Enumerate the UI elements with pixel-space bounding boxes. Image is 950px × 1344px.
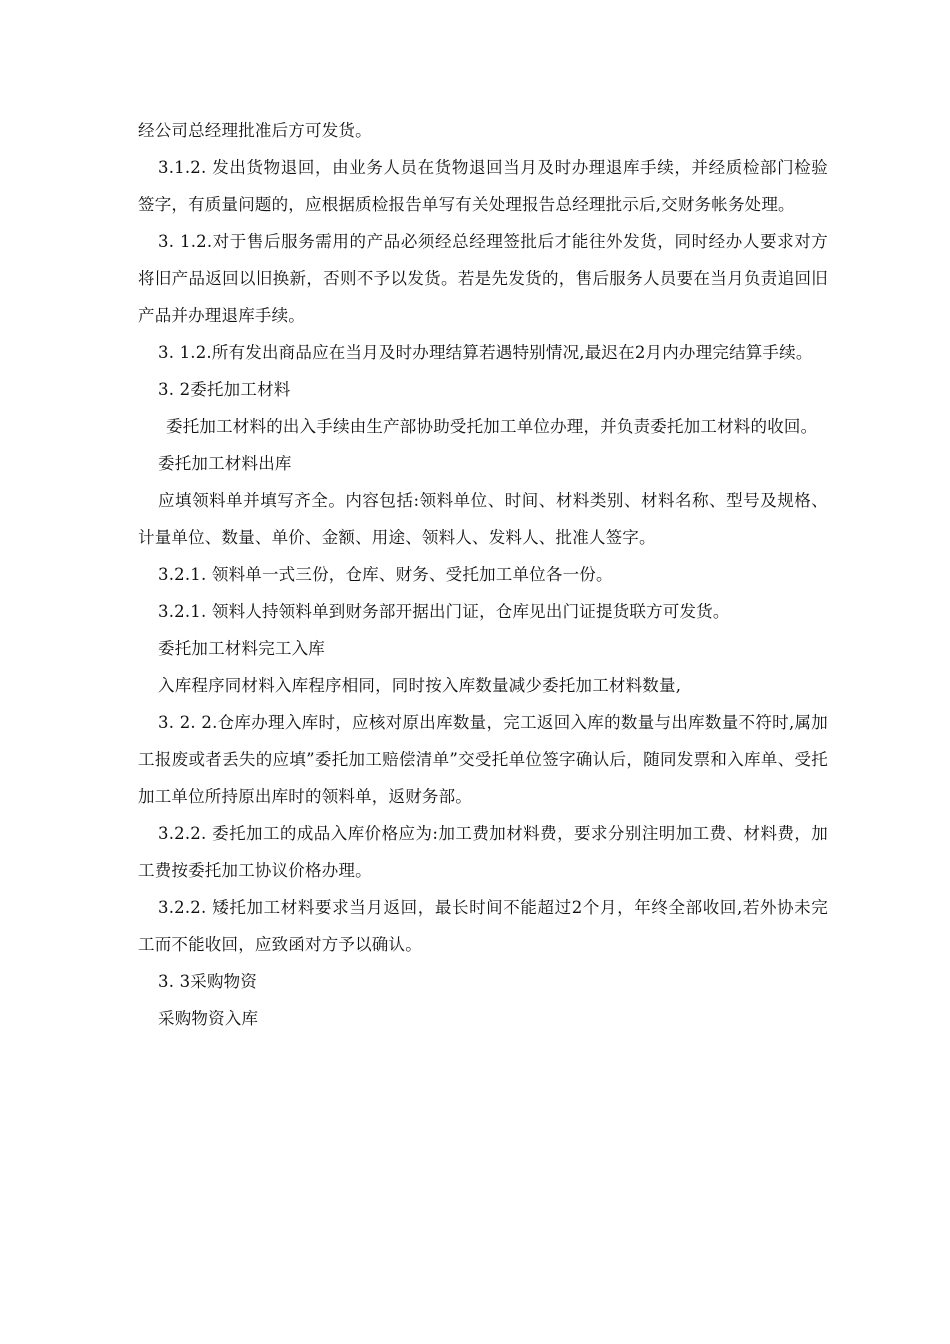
paragraph-quantity-check: 3. 2. 2.仓库办理入库时，应核对原出库数量，完工返回入库的数量与出库数量不符时,属加工报废或者丢失的应填”委托加工赔偿清单”交受托单位签字确认后，随同发票和入库单、受托加工单位所持原出库时的领料单，返财务部。 (138, 713, 828, 806)
paragraph-requisition-form: 应填领料单并填写齐全。内容包括:领料单位、时间、材料类别、材料名称、型号及规格、计量单位、数量、单价、金额、用途、领料人、发料人、批准人签字。 (138, 491, 828, 547)
paragraph-return-deadline: 3.2.2. 矮托加工材料要求当月返回，最长时间不能超过2个月，年终全部收回,若外协未完工而不能收回，应致函对方予以确认。 (138, 898, 828, 954)
section-heading-outsourced-materials: 3. 2委托加工材料 (158, 380, 291, 399)
paragraph-approval-note: 经公司总经理批准后方可发货。 (138, 121, 372, 140)
paragraph-inbound-price: 3.2.2. 委托加工的成品入库价格应为:加工费加材料费，要求分别注明加工费、材料费，加工费按委托加工协议价格办理。 (138, 824, 828, 880)
paragraph-exit-permit: 3.2.1. 领料人持领料单到财务部开据出门证，仓库见出门证提货联方可发货。 (158, 602, 730, 621)
paragraph-inbound-procedure: 入库程序同材料入库程序相同，同时按入库数量减少委托加工材料数量, (158, 676, 682, 695)
paragraph-outsourced-procedure: 委托加工材料的出入手续由生产部协助受托加工单位办理，并负责委托加工材料的收回。 (166, 417, 818, 436)
paragraph-after-sales: 3. 1.2.对于售后服务需用的产品必须经总经理签批后才能往外发货，同时经办人要求对方将旧产品返回以旧换新，否则不予以发货。若是先发货的，售后服务人员要在当月负责追回旧产品并办理退库手续。 (138, 232, 828, 325)
paragraph-settlement: 3. 1.2.所有发出商品应在当月及时办理结算若遇特别情况,最迟在2月内办理完结算手续。 (158, 343, 813, 362)
subheading-outsourced-inbound: 委托加工材料完工入库 (158, 639, 325, 658)
document-body (138, 112, 828, 1037)
paragraph-requisition-copies: 3.2.1. 领料单一式三份，仓库、财务、受托加工单位各一份。 (158, 565, 613, 584)
subheading-purchased-inbound: 采购物资入库 (158, 1009, 259, 1028)
section-heading-purchased-goods: 3. 3采购物资 (158, 972, 258, 991)
paragraph-return-goods: 3.1.2. 发出货物退回，由业务人员在货物退回当月及时办理退库手续，并经质检部门检验签字，有质量问题的，应根据质检报告单写有关处理报告总经理批示后,交财务帐务处理。 (138, 158, 828, 214)
subheading-outsourced-outbound: 委托加工材料出库 (158, 454, 292, 473)
